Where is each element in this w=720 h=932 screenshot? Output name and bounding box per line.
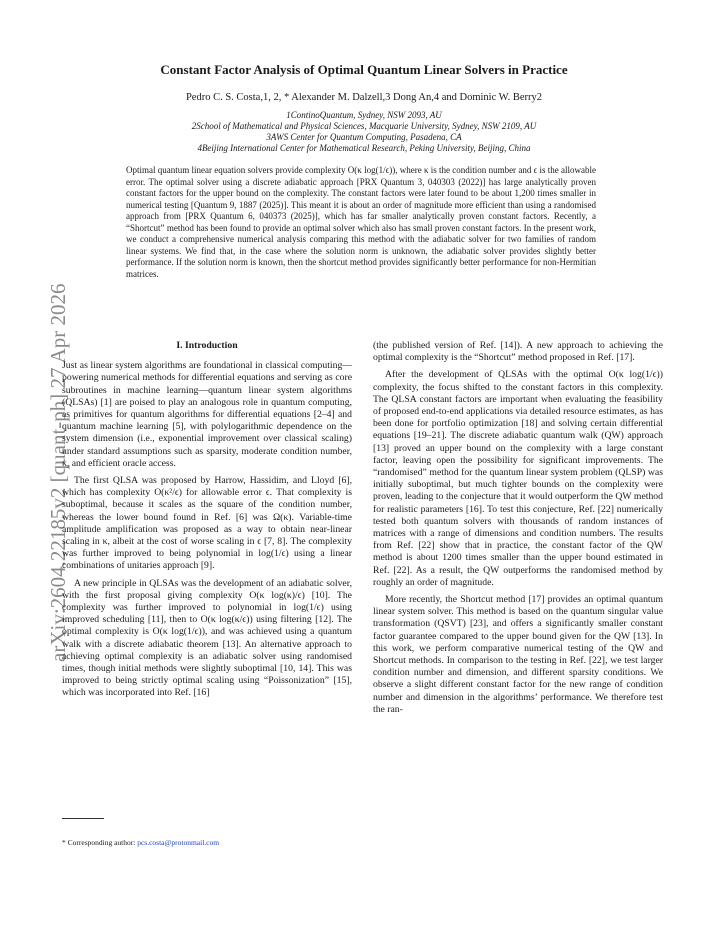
footnote-divider xyxy=(62,818,104,819)
intro-paragraph-1: Just as linear system algorithms are foundational in classical computing—powering numerical methods for differential equations and serving as core subroutines in machine learning—quantum linear system algorithms (QLSAs) [1] are poised to play an analogous role in quantum computing, as primitives for quantum algorithms for differential equations [2–4] and quantum machine learning [5], with polylogarithmic dependence on the system dimension (i.e., exponential improvement over classical scaling) under standard assumptions such as sparsity, moderate condition number, κ, and efficient oracle access. xyxy=(62,360,352,469)
arxiv-id-text: arXiv:2604.22185v2 [quant-ph] 27 Apr 2026 xyxy=(46,283,70,662)
intro-paragraph-3: A new principle in QLSAs was the development of an adiabatic solver, with the first proposal giving complexity O(κ log(κ)/ϵ) [10]. The complexity was further improved to polynomial in log(1/ϵ) using improved scheduling [11], then to O(κ log(κ/ϵ)) using filtering [12]. The optimal complexity is O(κ log(1/ϵ)), and was achieved using a quantum walk with a discrete adiabatic theorem [13]. An alternative approach to achieving optimal complexity is an adiabatic solver using randomised times, though initial methods were slightly suboptimal [10, 14]. This was improved to being strictly optimal scaling using “Poissonization” [15], which was incorporated into Ref. [16] xyxy=(62,577,352,699)
abstract: Optimal quantum linear equation solvers provide complexity O(κ log(1/ϵ)), where κ is the condition number and ϵ is the allowable error. The optimal solver using a discrete adiabatic approach [PRX Quantum 3, 040303 (2022)] has large analytically proven constant factors for the upper bound on the complexity. The constant factors were later found to be about 1,200 times smaller in numerical testing [Quantum 9, 1887 (2025)]. This meant it is about an order of magnitude more efficient than using a randomised approach from [PRX Quantum 6, 040373 (2025)], which has far smaller analytically proven constant factors. Recently, a “Shortcut” method has been found to provide an optimal solver which also has small proven constant factors. In the present work, we conduct a comprehensive numerical analysis comparing this method with the adiabatic solver for two families of random linear systems. We find that, in the case where the solution norm is unknown, the adiabatic solver provides slightly better performance. If the solution norm is known, then the shortcut method provides significantly better performance for non-Hermitian matrices. xyxy=(126,165,596,279)
intro-paragraph-2: The first QLSA was proposed by Harrow, Hassidim, and Lloyd [6], which has complexity O(κ²/ϵ) for allowable error ϵ. That complexity is suboptimal, because it scales as the square of the condition number, whereas the lower bound found in Ref. [6] was Ω(κ). Variable-time amplitude amplification was proposed as a way to obtain near-linear scaling in κ, albeit at the cost of worse scaling in ϵ [7, 8]. The complexity was further improved to being polynomial in log(1/ϵ) using a linear combinations of unitaries approach [9]. xyxy=(62,475,352,572)
intro-paragraph-5: After the development of QLSAs with the optimal O(κ log(1/ϵ)) complexity, the focus shifted to the constant factors in this complexity. The QLSA constant factors are important when evaluating the feasibility of proposed end-to-end applications via detailed resource estimates, as has been done for portfolio optimization [18] and solving certain differential equations [19–21]. The discrete adiabatic quantum walk (QW) approach [13] proved an upper bound on the complexity with a large constant factor, leaving open the possibility for significant improvements. The “randomised” method for the quantum linear system problem (QLSP) was initially suboptimal, but much tighter bounds on the complexity were proven, leading to the conjecture that it would outperform the QW method for realistic parameters [16]. To test this conjecture, Ref. [22] numerically tested both quantum solvers with thousands of random instances of matrices with a range of dimensions and condition numbers. The results from Ref. [22] show that in practice, the constant factor of the QW method is about 1200 times smaller than the upper bound estimated in Ref. [22]. As a result, the QW outperforms the randomised method by roughly an order of magnitude. xyxy=(373,369,663,588)
affiliation-2: 2School of Mathematical and Physical Sciences, Macquarie University, Sydney, NSW 2109, AU xyxy=(191,121,537,131)
affiliation-3: 3AWS Center for Quantum Computing, Pasadena, CA xyxy=(266,132,462,142)
section-heading: I. Introduction xyxy=(176,340,238,351)
paper-title: Constant Factor Analysis of Optimal Quantum Linear Solvers in Practice xyxy=(160,62,568,77)
right-column xyxy=(373,340,663,716)
affiliation-1: 1ContinoQuantum, Sydney, NSW 2093, AU xyxy=(286,110,442,120)
author-email-link[interactable]: pcs.costa@protonmail.com xyxy=(137,838,220,847)
author-list: Pedro C. S. Costa,1, 2, * Alexander M. Dalzell,3 Dong An,4 and Dominic W. Berry2 xyxy=(185,92,543,103)
affiliation-4: 4Beijing International Center for Mathematical Research, Peking University, Beijing, China xyxy=(197,143,531,153)
footnote xyxy=(62,838,352,847)
intro-paragraph-6: More recently, the Shortcut method [17] provides an optimal quantum linear system solver. This method is based on the quantum singular value transformation (QSVT) [23], and offers a significantly smaller constant factor guarantee compared to the upper bound given for the QW [13]. In this work, we perform comparative numerical testing of the QW and Shortcut methods. In comparison to the testing in Ref. [22], we test larger condition number and dimension, and different sparsity conditions. We observe a slight different constant factor for the new range of condition number and dimension in the algorithms’ performance. We therefore test the ran- xyxy=(373,594,663,715)
footnote-label: * Corresponding author: xyxy=(62,838,136,847)
intro-paragraph-4: (the published version of Ref. [14]). A new approach to achieving the optimal complexity is the “Shortcut” method proposed in Ref. [17]. xyxy=(373,340,663,364)
left-column xyxy=(62,340,352,700)
